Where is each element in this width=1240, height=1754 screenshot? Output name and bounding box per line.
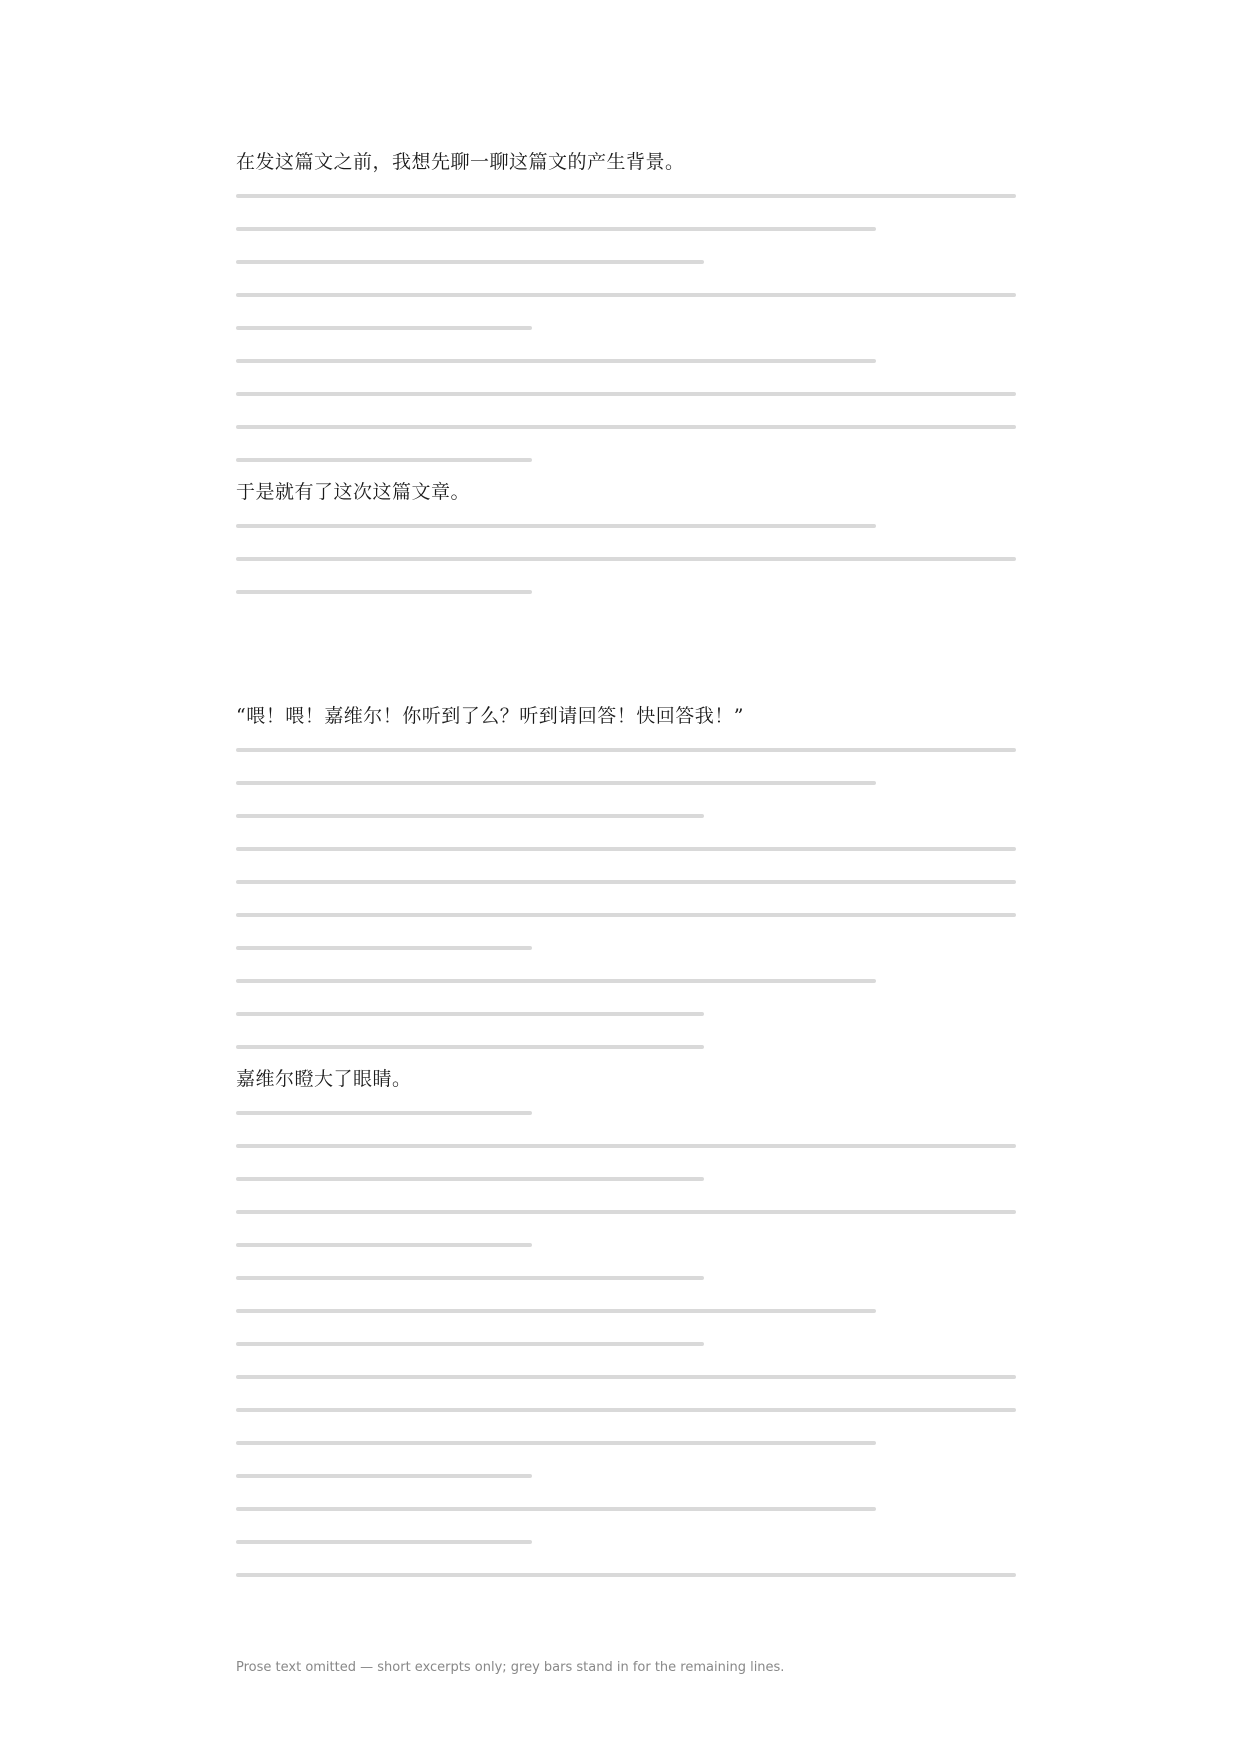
text-placeholder bbox=[236, 344, 1016, 377]
intro-section bbox=[236, 146, 1016, 608]
text-placeholder bbox=[236, 1459, 1016, 1492]
text-placeholder bbox=[236, 865, 1016, 898]
text-placeholder bbox=[236, 832, 1016, 865]
story-section bbox=[236, 700, 1016, 1591]
omission-note: Prose text omitted — short excerpts only; grey bars stand in for the remaining lines. bbox=[236, 1660, 785, 1675]
text-placeholder bbox=[236, 1261, 1016, 1294]
text-placeholder bbox=[236, 1096, 1016, 1129]
text-placeholder bbox=[236, 1162, 1016, 1195]
text-placeholder bbox=[236, 575, 1016, 608]
text-placeholder bbox=[236, 179, 1016, 212]
text-placeholder bbox=[236, 542, 1016, 575]
text-placeholder bbox=[236, 1129, 1016, 1162]
text-placeholder bbox=[236, 1525, 1016, 1558]
text-placeholder bbox=[236, 212, 1016, 245]
intro-excerpt: 于是就有了这次这篇文章。 bbox=[236, 481, 471, 503]
intro-excerpt: 在发这篇文之前，我想先聊一聊这篇文的产生背景。 bbox=[236, 151, 685, 173]
text-placeholder bbox=[236, 898, 1016, 931]
text-placeholder bbox=[236, 410, 1016, 443]
text-placeholder bbox=[236, 1558, 1016, 1591]
text-placeholder bbox=[236, 1327, 1016, 1360]
story-excerpt: “喂！喂！嘉维尔！你听到了么？听到请回答！快回答我！” bbox=[236, 705, 744, 727]
text-placeholder bbox=[236, 509, 1016, 542]
text-placeholder bbox=[236, 443, 1016, 476]
text-placeholder bbox=[236, 278, 1016, 311]
text-placeholder bbox=[236, 931, 1016, 964]
text-placeholder bbox=[236, 997, 1016, 1030]
text-placeholder bbox=[236, 1195, 1016, 1228]
text-placeholder bbox=[236, 964, 1016, 997]
text-placeholder bbox=[236, 1294, 1016, 1327]
text-placeholder bbox=[236, 1360, 1016, 1393]
text-placeholder bbox=[236, 245, 1016, 278]
text-placeholder bbox=[236, 733, 1016, 766]
text-placeholder bbox=[236, 377, 1016, 410]
text-placeholder bbox=[236, 1228, 1016, 1261]
text-placeholder bbox=[236, 1492, 1016, 1525]
text-placeholder bbox=[236, 799, 1016, 832]
text-placeholder bbox=[236, 1393, 1016, 1426]
text-placeholder bbox=[236, 1426, 1016, 1459]
story-excerpt: 嘉维尔瞪大了眼睛。 bbox=[236, 1068, 412, 1090]
text-placeholder bbox=[236, 1030, 1016, 1063]
text-placeholder bbox=[236, 766, 1016, 799]
text-placeholder bbox=[236, 311, 1016, 344]
